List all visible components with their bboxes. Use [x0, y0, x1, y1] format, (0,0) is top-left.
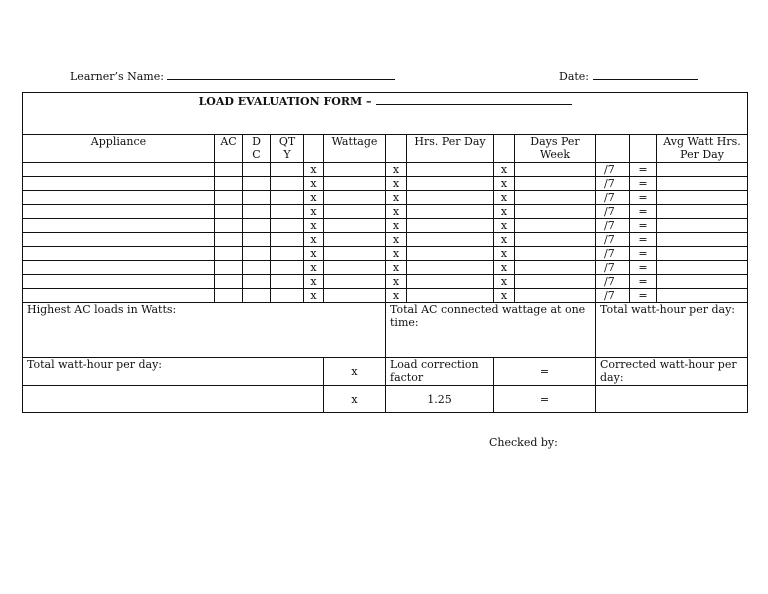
cell-times-1: x — [304, 205, 324, 219]
cell-days[interactable] — [515, 275, 596, 289]
cell-hrs[interactable] — [407, 233, 494, 247]
cell-div7: /7 — [596, 219, 630, 233]
cell-times-2: x — [386, 261, 407, 275]
cell-appliance[interactable] — [23, 205, 215, 219]
cell-qty[interactable] — [271, 289, 304, 303]
cell-div7: /7 — [596, 261, 630, 275]
cell-div7: /7 — [596, 233, 630, 247]
cell-appliance[interactable] — [23, 233, 215, 247]
col-times-1 — [304, 135, 324, 163]
cell-div7: /7 — [596, 205, 630, 219]
cell-ac[interactable] — [215, 261, 243, 275]
cell-avg[interactable] — [657, 219, 748, 233]
cell-avg[interactable] — [657, 177, 748, 191]
cell-times-1: x — [304, 191, 324, 205]
col-equals — [630, 135, 657, 163]
cell-dc[interactable] — [243, 261, 271, 275]
highest-ac-label: Highest AC loads in Watts: — [27, 303, 177, 316]
cell-equals: = — [630, 233, 657, 247]
cell-times-1: x — [304, 275, 324, 289]
learner-name-label: Learner’s Name: — [70, 70, 164, 83]
total-watt-hour-left-label: Total watt-hour per day: — [27, 358, 163, 371]
cell-appliance[interactable] — [23, 261, 215, 275]
cell-times-2: x — [386, 275, 407, 289]
title-row — [23, 93, 748, 135]
cell-avg[interactable] — [657, 163, 748, 177]
cell-wattage[interactable] — [324, 177, 386, 191]
load-evaluation-table — [22, 92, 748, 413]
table-row — [23, 261, 748, 275]
summary-row-3 — [23, 386, 748, 413]
col-ac: AC — [215, 135, 243, 163]
cell-wattage[interactable] — [324, 191, 386, 205]
col-dc: D C — [243, 135, 271, 163]
cell-hrs[interactable] — [407, 177, 494, 191]
cell-ac[interactable] — [215, 163, 243, 177]
cell-avg[interactable] — [657, 233, 748, 247]
cell-wattage[interactable] — [324, 261, 386, 275]
cell-qty[interactable] — [271, 205, 304, 219]
summary-equals-2: = — [494, 386, 596, 413]
cell-div7: /7 — [596, 247, 630, 261]
table-row — [23, 205, 748, 219]
cell-hrs[interactable] — [407, 191, 494, 205]
checked-by-label: Checked by: — [489, 436, 558, 449]
cell-dc[interactable] — [243, 233, 271, 247]
cell-ac[interactable] — [215, 205, 243, 219]
cell-avg[interactable] — [657, 289, 748, 303]
col-avg-watt-hrs: Avg Watt Hrs. Per Day — [657, 135, 748, 163]
cell-appliance[interactable] — [23, 275, 215, 289]
load-correction-label: Load correction factor — [390, 358, 479, 384]
table-row — [23, 289, 748, 303]
cell-dc[interactable] — [243, 289, 271, 303]
table-row — [23, 275, 748, 289]
cell-times-2: x — [386, 289, 407, 303]
cell-avg[interactable] — [657, 205, 748, 219]
cell-times-2: x — [386, 191, 407, 205]
table-row — [23, 219, 748, 233]
cell-dc[interactable] — [243, 163, 271, 177]
cell-wattage[interactable] — [324, 247, 386, 261]
total-ac-connected-label: Total AC connected wattage at one time: — [390, 303, 586, 329]
cell-times-2: x — [386, 163, 407, 177]
cell-appliance[interactable] — [23, 191, 215, 205]
cell-qty[interactable] — [271, 163, 304, 177]
table-row — [23, 191, 748, 205]
cell-times-3: x — [494, 275, 515, 289]
cell-hrs[interactable] — [407, 163, 494, 177]
summary-row-1 — [23, 303, 748, 358]
cell-times-2: x — [386, 219, 407, 233]
cell-times-3: x — [494, 233, 515, 247]
cell-appliance[interactable] — [23, 219, 215, 233]
cell-equals: = — [630, 219, 657, 233]
cell-times-1: x — [304, 177, 324, 191]
cell-avg[interactable] — [657, 275, 748, 289]
cell-times-2: x — [386, 247, 407, 261]
cell-avg[interactable] — [657, 261, 748, 275]
cell-ac[interactable] — [215, 247, 243, 261]
cell-hrs[interactable] — [407, 289, 494, 303]
summary-times-1: x — [324, 358, 386, 386]
cell-div7: /7 — [596, 177, 630, 191]
cell-days[interactable] — [515, 289, 596, 303]
cell-times-3: x — [494, 219, 515, 233]
date-field[interactable] — [593, 68, 698, 80]
total-ac-connected-cell[interactable] — [386, 303, 596, 358]
cell-equals: = — [630, 275, 657, 289]
cell-times-1: x — [304, 289, 324, 303]
table-row — [23, 163, 748, 177]
cell-times-3: x — [494, 205, 515, 219]
cell-times-3: x — [494, 247, 515, 261]
cell-times-3: x — [494, 289, 515, 303]
cell-times-3: x — [494, 191, 515, 205]
correction-factor-value: 1.25 — [386, 386, 494, 413]
cell-equals: = — [630, 247, 657, 261]
cell-wattage[interactable] — [324, 219, 386, 233]
table-row — [23, 177, 748, 191]
cell-days[interactable] — [515, 163, 596, 177]
cell-appliance[interactable] — [23, 177, 215, 191]
cell-times-1: x — [304, 233, 324, 247]
corrected-cell — [596, 358, 748, 386]
cell-times-3: x — [494, 261, 515, 275]
cell-dc[interactable] — [243, 247, 271, 261]
cell-ac[interactable] — [215, 177, 243, 191]
cell-times-2: x — [386, 205, 407, 219]
cell-div7: /7 — [596, 275, 630, 289]
cell-wattage[interactable] — [324, 163, 386, 177]
cell-ac[interactable] — [215, 275, 243, 289]
cell-days[interactable] — [515, 233, 596, 247]
cell-days[interactable] — [515, 205, 596, 219]
cell-times-2: x — [386, 177, 407, 191]
cell-qty[interactable] — [271, 261, 304, 275]
load-correction-cell — [386, 358, 494, 386]
cell-qty[interactable] — [271, 191, 304, 205]
cell-appliance[interactable] — [23, 289, 215, 303]
cell-equals: = — [630, 261, 657, 275]
cell-ac[interactable] — [215, 233, 243, 247]
col-hrs-per-day: Hrs. Per Day — [407, 135, 494, 163]
cell-qty[interactable] — [271, 247, 304, 261]
cell-hrs[interactable] — [407, 247, 494, 261]
cell-avg[interactable] — [657, 247, 748, 261]
learner-name-line — [70, 68, 395, 83]
cell-times-1: x — [304, 163, 324, 177]
col-appliance: Appliance — [23, 135, 215, 163]
cell-equals: = — [630, 177, 657, 191]
summary-times-2: x — [324, 386, 386, 413]
cell-wattage[interactable] — [324, 275, 386, 289]
col-qty: QT Y — [271, 135, 304, 163]
form-title-blank[interactable] — [376, 93, 572, 105]
cell-times-2: x — [386, 233, 407, 247]
cell-wattage[interactable] — [324, 233, 386, 247]
cell-div7: /7 — [596, 163, 630, 177]
cell-equals: = — [630, 205, 657, 219]
col-times-2 — [386, 135, 407, 163]
cell-days[interactable] — [515, 191, 596, 205]
col-days-per-week: Days Per Week — [515, 135, 596, 163]
cell-avg[interactable] — [657, 191, 748, 205]
cell-appliance[interactable] — [23, 247, 215, 261]
cell-times-3: x — [494, 163, 515, 177]
total-watt-hour-right-label: Total watt-hour per day: — [600, 303, 736, 316]
cell-equals: = — [630, 289, 657, 303]
cell-hrs[interactable] — [407, 261, 494, 275]
learner-name-field[interactable] — [167, 68, 395, 80]
cell-times-1: x — [304, 247, 324, 261]
cell-ac[interactable] — [215, 219, 243, 233]
col-div7 — [596, 135, 630, 163]
form-title-cell — [23, 93, 748, 135]
corrected-value[interactable] — [596, 386, 748, 413]
cell-times-3: x — [494, 177, 515, 191]
cell-times-1: x — [304, 219, 324, 233]
table-row — [23, 233, 748, 247]
cell-div7: /7 — [596, 289, 630, 303]
total-watt-hour-right-cell[interactable] — [596, 303, 748, 358]
cell-ac[interactable] — [215, 191, 243, 205]
form-title: LOAD EVALUATION FORM – — [198, 95, 372, 108]
table-row — [23, 247, 748, 261]
cell-ac[interactable] — [215, 289, 243, 303]
cell-qty[interactable] — [271, 233, 304, 247]
cell-qty[interactable] — [271, 219, 304, 233]
col-wattage: Wattage — [324, 135, 386, 163]
summary-equals-1: = — [494, 358, 596, 386]
cell-dc[interactable] — [243, 191, 271, 205]
summary-row-2 — [23, 358, 748, 386]
cell-wattage[interactable] — [324, 289, 386, 303]
cell-wattage[interactable] — [324, 205, 386, 219]
date-line — [559, 68, 698, 83]
cell-hrs[interactable] — [407, 275, 494, 289]
cell-days[interactable] — [515, 261, 596, 275]
corrected-label: Corrected watt-hour per day: — [600, 358, 737, 384]
highest-ac-cell[interactable] — [23, 303, 386, 358]
cell-qty[interactable] — [271, 177, 304, 191]
total-watt-hour-value[interactable] — [23, 386, 324, 413]
cell-dc[interactable] — [243, 177, 271, 191]
cell-dc[interactable] — [243, 205, 271, 219]
cell-days[interactable] — [515, 177, 596, 191]
cell-dc[interactable] — [243, 219, 271, 233]
cell-equals: = — [630, 163, 657, 177]
cell-hrs[interactable] — [407, 205, 494, 219]
column-header-row — [23, 135, 748, 163]
cell-appliance[interactable] — [23, 163, 215, 177]
col-times-3 — [494, 135, 515, 163]
cell-equals: = — [630, 191, 657, 205]
cell-times-1: x — [304, 261, 324, 275]
cell-days[interactable] — [515, 247, 596, 261]
cell-days[interactable] — [515, 219, 596, 233]
cell-dc[interactable] — [243, 275, 271, 289]
cell-div7: /7 — [596, 191, 630, 205]
date-label: Date: — [559, 70, 590, 83]
cell-hrs[interactable] — [407, 219, 494, 233]
cell-qty[interactable] — [271, 275, 304, 289]
total-watt-hour-left-cell — [23, 358, 324, 386]
